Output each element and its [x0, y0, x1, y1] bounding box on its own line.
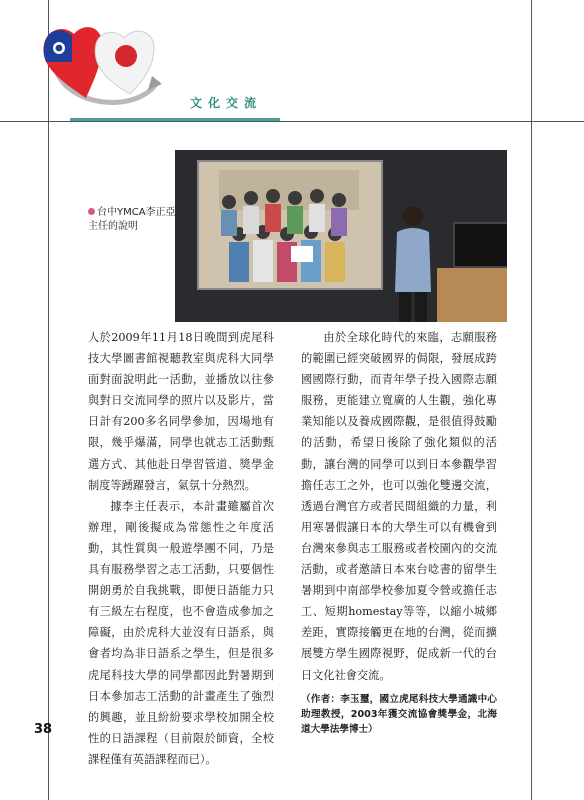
article-right-column [301, 327, 497, 737]
projected-group-photo [197, 160, 383, 290]
paragraph: 人於2009年11月18日晚間到虎尾科技大學圖書館視聽教室與虎科大同學面對面說明此一活動，並播放以往參與對日交流同學的照片以及影片，當日計有200多名同學參加，因場地有限，幾乎爆滿，同學也就志工活動甄選方式、其他赴日學習管道、獎學金制度等踴躍發言，氣氛十分熱烈。 [88, 331, 274, 492]
podium [437, 268, 507, 322]
presentation-photo [175, 150, 507, 322]
article-left-column [88, 327, 274, 770]
paragraph: 據李主任表示，本計畫雖屬首次辦理，剛後擬成為常態性之年度活動，其性質與一般遊學團不同，乃是具有服務學習之志工活動，只要個性開朗勇於自我挑戰，即便日語能力只有三級左右程度，也不會造成參加之障礙，由於虎科大並沒有日語系，與會者均為非日語系之學生，但是很多虎尾科技大學的同學都因此對暑期到日本參加志工活動的計畫產生了強烈的興趣，並且紛紛要求學校加開全校性的日語課程（目前限於師資，全校課程僅有英語課程而已）。 [88, 499, 274, 766]
page-number: 38 [34, 722, 53, 737]
photo-caption [88, 206, 176, 234]
photo-caption-text: 台中YMCA李正亞主任的說明 [88, 207, 176, 232]
header-rule [0, 121, 584, 122]
paragraph: 由於全球化時代的來臨，志願服務的範圍已經突破國界的侷限，發展成跨國國際行動，而青年學子投入國際志願服務，更能建立寬廣的人生觀，強化專業知能以及養成國際觀，是很值得鼓勵的活動，希望日後除了強化類似的活動，讓台灣的同學可以到日本參觀學習擔任志工之外，也可以強化雙邊交流，透過台灣官方或者民間組織的力量，利用寒暑假讓日本的大學生可以有機會到台灣來參與志工服務或者校園內的交流活動，或者邀請日本來台唸書的留學生暑期到中南部學校參加夏令營或擔任志工、短期homestay等等，以縮小城鄉差距，實際接觸更在地的台灣，從而擴展雙方學生國際視野，促成新一代的台日文化社會交流。 [301, 331, 497, 682]
bullet-dot-icon [88, 208, 95, 215]
monitor [453, 222, 507, 268]
presenter-figure [383, 202, 443, 322]
page-left-rule [48, 0, 49, 800]
section-title-bar [70, 118, 280, 121]
section-title: 文化交流 [190, 96, 263, 110]
page-right-rule [531, 0, 532, 800]
taiwan-japan-hearts-logo [38, 14, 168, 110]
author-note: （作者：李玉璽，國立虎尾科技大學通識中心助理教授，2003年獲交流協會獎學金，北海道大學法學博士） [301, 693, 497, 735]
